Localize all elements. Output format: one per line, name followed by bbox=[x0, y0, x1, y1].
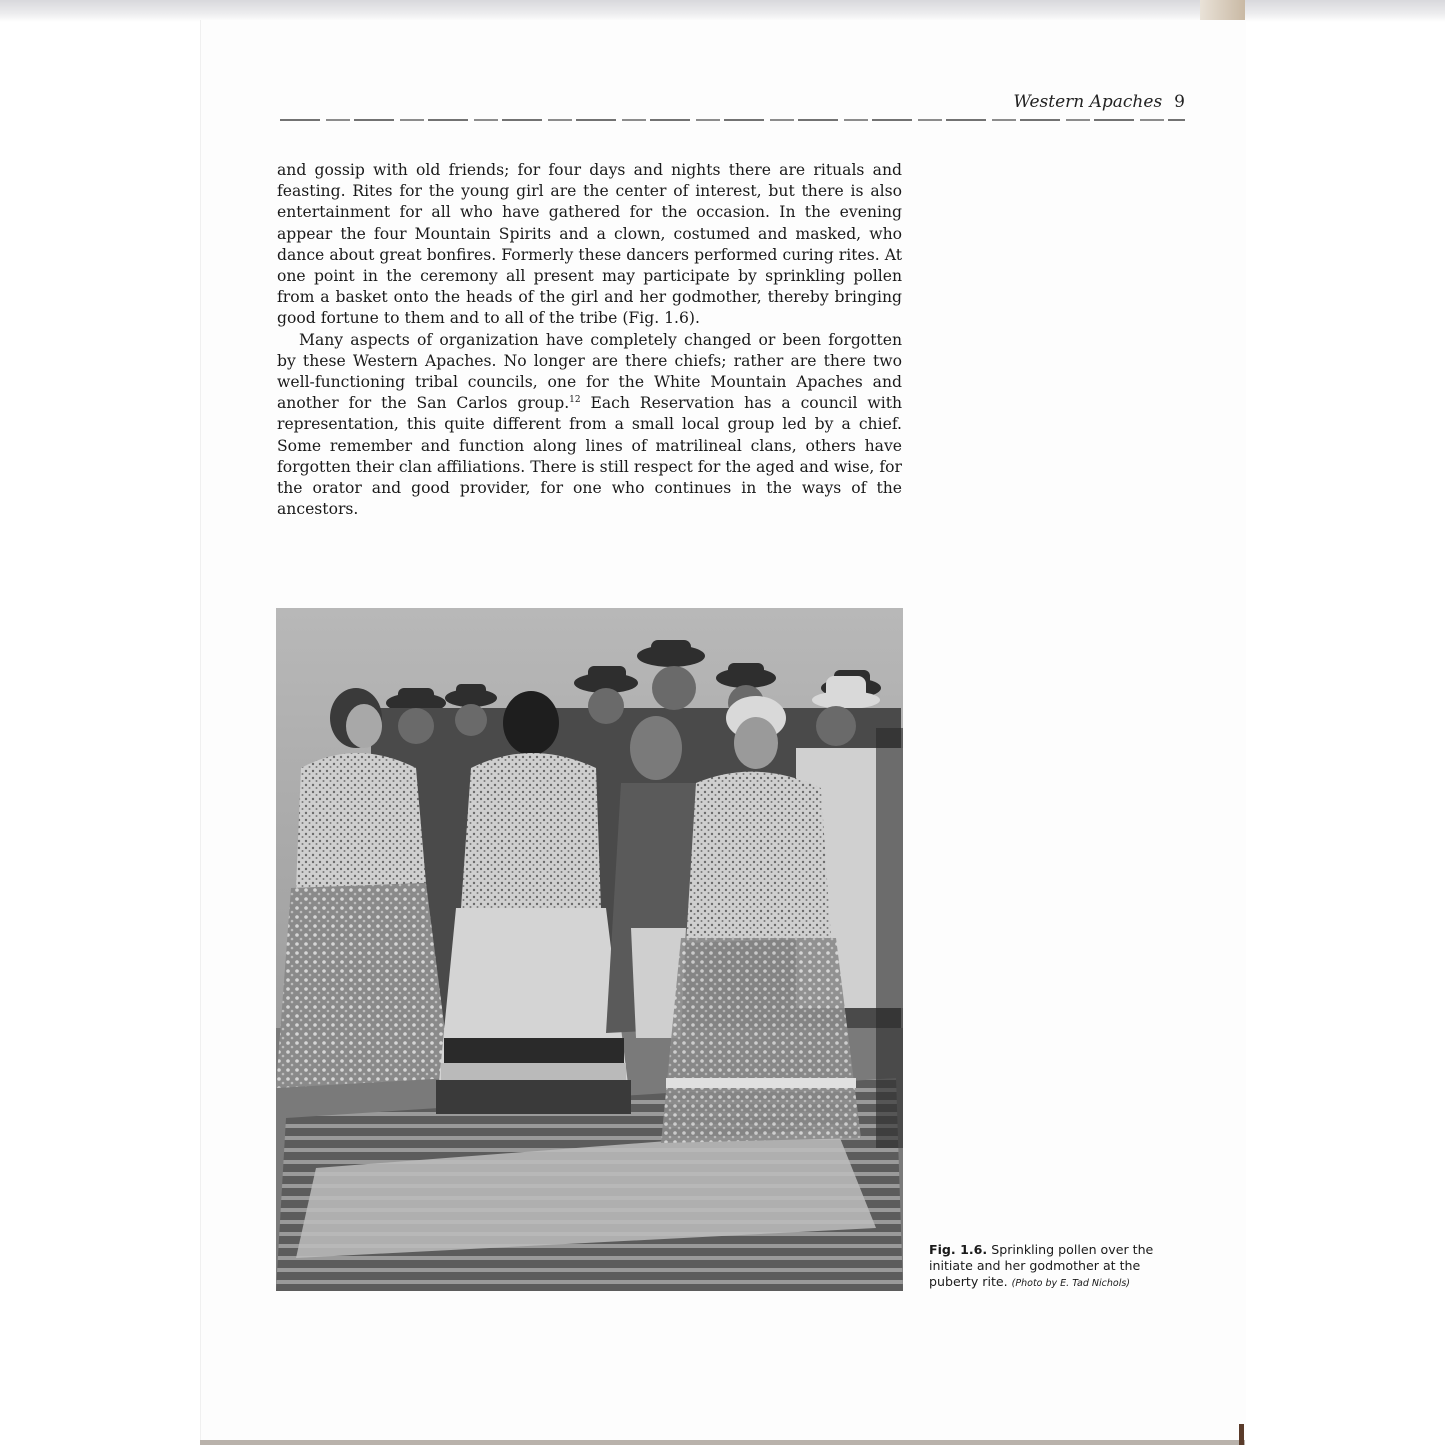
header-rule bbox=[280, 119, 1185, 121]
figure-caption bbox=[929, 1242, 1179, 1292]
paragraph-1: and gossip with old friends; for four days and nights there are rituals and feasting. Rites for the young girl are the center of interest, but there is also entertainment for all who have gathered for the occasion. In the evening appear the four Mountain Spirits and a clown, costumed and masked, who dance about great bonfires. Formerly these dancers performed curing rites. At one point in the ceremony all present may participate by sprinkling pollen from a basket onto the heads of the girl and her godmother, thereby bringing good fortune to them and to all of the tribe (Fig. 1.6). bbox=[277, 161, 902, 328]
cover-edge-mark bbox=[1239, 1424, 1244, 1445]
running-title: Western Apaches bbox=[1013, 92, 1163, 112]
paragraph-2-part-b: Each Reservation has a council with representation, this quite different from a small local group led by a chief. Some remember and function along lines of matrilineal clans, others have forgotten their clan affiliations. There is still respect for the aged and wise, for the orator and good provider, for one who continues in the ways of the ancestors. bbox=[277, 394, 903, 519]
paragraph-2 bbox=[277, 330, 902, 521]
book-spine-edge bbox=[1200, 0, 1245, 22]
book-top-edge bbox=[0, 0, 1445, 22]
ceremony-photograph bbox=[276, 608, 903, 1291]
figure-caption-text: Sprinkling pollen over the initiate and her godmother at the puberty rite. bbox=[929, 1242, 1154, 1289]
page-number: 9 bbox=[1174, 92, 1185, 112]
body-text bbox=[277, 160, 902, 520]
running-header bbox=[980, 92, 1185, 118]
photo-credit: (Photo by E. Tad Nichols) bbox=[1011, 1278, 1130, 1289]
paragraph-2-part-a: Many aspects of organization have completely changed or been forgotten by these Western Apaches. No longer are there chiefs; rather are there two well-functioning tribal councils, one for the White Mountain Apaches and another for the San Carlos group. bbox=[277, 330, 902, 413]
footnote-reference: 12 bbox=[569, 395, 581, 406]
page-bottom-edge bbox=[200, 1440, 1245, 1445]
figure-label: Fig. 1.6. bbox=[929, 1242, 988, 1257]
